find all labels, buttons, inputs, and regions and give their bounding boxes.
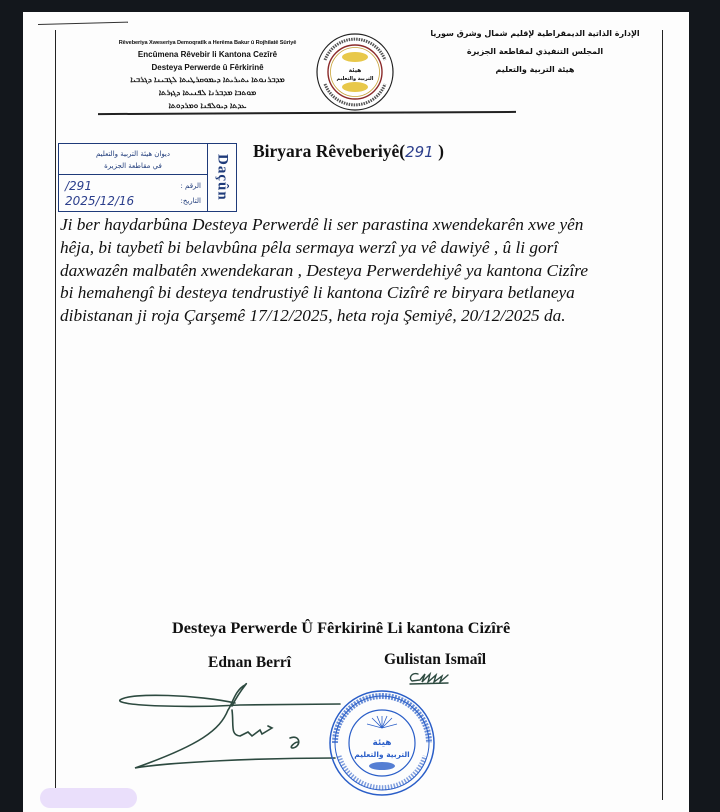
header-syriac-line2: ܡܘܬܒܐ ܡܕܒܪܢܐ ܠܦܢܝܬܐ ܕܓܙܪܬܐ: [158, 88, 257, 97]
organization-logo: [313, 32, 398, 112]
body-line: Ji ber haydarbûna Desteya Perwerdê li ser parastina xwendekarên xwe yên: [60, 215, 584, 234]
official-seal: [327, 688, 437, 798]
signatory-name-2: Gulistan Ismaîl: [384, 651, 487, 668]
logo-text-2: التربية والتعليم: [336, 76, 374, 82]
stamp-number-label: الرقم :: [180, 181, 201, 190]
stamp-office-line1: ديوان هيئة التربية والتعليم: [95, 150, 170, 158]
stamp-side-label: Daçûn: [214, 154, 231, 201]
body-line: daxwazên malbatên xwendekaran , Desteya Perwerdehiyê ya kantona Cizîre: [60, 260, 589, 280]
body-line: dibistanan ji roja Çarşemê 17/12/2025, heta roja Şemiyê, 20/12/2025 da.: [60, 306, 566, 326]
header-left-line2: Encûmena Rêvebir li Kantona Cezîrê: [137, 50, 278, 59]
signature-1: [120, 684, 340, 768]
decision-body: [60, 214, 660, 328]
page-border-right: [662, 30, 663, 800]
decision-title-close: ): [433, 141, 444, 161]
decision-title: [253, 141, 444, 162]
header-right-line3: هيئة التربية والتعليم: [495, 65, 575, 74]
logo-text-1: هيئة: [348, 67, 362, 74]
header-syriac-line1: ܡܕܒܪܢܘܬܐ ܝܬܝܪܝܬܐ ܕܝܡܘܩܪܛܝܬܐ ܠܓܒܝܢܐ ܕܓܪܒܝܐ: [130, 75, 285, 84]
signature-heading: Desteya Perwerde Û Fêrkirinê Li kantona Cizîrê: [172, 618, 511, 637]
header-left-line1: Rêveberiya Xweseriya Demoqratîk a Herêma Bakur û Rojhilatê Sûriyê: [118, 40, 297, 46]
header-right: [420, 29, 650, 83]
seal-text-2: التربية والتعليم: [354, 750, 410, 759]
body-line: hêja, bi taybetî bi belavbûna pêla sermaya werzî ya vê dawiyê , û li gorî: [60, 237, 559, 257]
stamp-number-value: /291: [65, 178, 92, 193]
stamp-date-label: التاريخ:: [180, 196, 201, 205]
signature-2: [410, 674, 448, 684]
overlay-tab[interactable]: [40, 788, 137, 808]
stamp-date-value: 2025/12/16: [65, 193, 135, 208]
signatory-name-1: Ednan Berrî: [208, 654, 292, 671]
seal-text-1: هيئة: [372, 738, 392, 748]
header-left-line3: Desteya Perwerde û Fêrkirinê: [151, 63, 264, 72]
header-right-line1: الإدارة الذاتية الديمقراطية لإقليم شمال وشرق سوريا: [430, 29, 640, 38]
header-syriac-line3: ܥܕܬܐ ܕܝܘܠܦܢܐ ܘܡܪܕܘܬܐ: [168, 101, 247, 110]
stamp-office-line2: في مقاطعة الجزيرة: [104, 162, 162, 170]
receipt-stamp: [58, 143, 237, 212]
decision-title-text: Biryara Rêveberiyê(: [253, 141, 406, 161]
header-left: [95, 40, 320, 111]
header-right-line2: المجلس التنفيذي لمقاطعة الجزيرة: [466, 47, 604, 56]
stamp-office: [59, 144, 207, 175]
body-line: bi hemahengî bi desteya tendrustiyê li kantona Cizîrê re biryara betlaneya: [60, 283, 575, 303]
decision-number: 291: [405, 143, 434, 161]
